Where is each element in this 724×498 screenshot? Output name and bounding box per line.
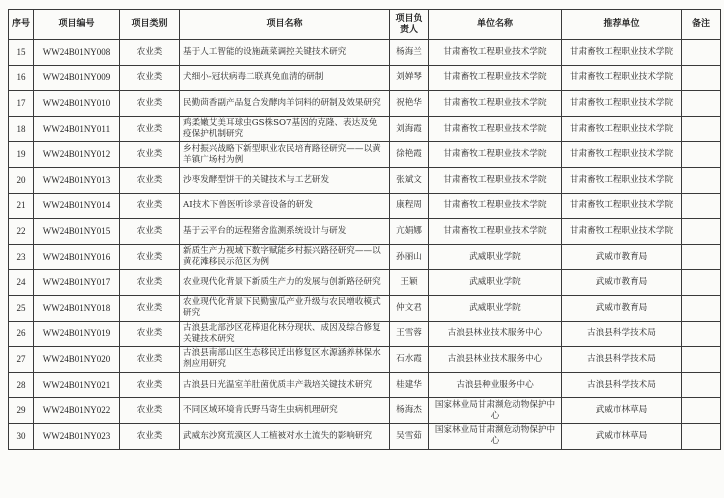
cell-recommender: 古浪县科学技术局: [562, 347, 682, 373]
cell-unit: 武威职业学院: [429, 244, 562, 270]
cell-leader: 孙丽山: [390, 244, 429, 270]
cell-code: WW24B01NY008: [34, 40, 120, 66]
cell-remark: [682, 295, 721, 321]
table-row: [9, 244, 721, 270]
cell-code: WW24B01NY016: [34, 244, 120, 270]
cell-seq: 19: [9, 142, 34, 168]
header-leader: 项目负责人: [390, 10, 429, 40]
cell-remark: [682, 219, 721, 245]
cell-name: 古浪县日光温室羊肚菌优质丰产栽培关键技术研究: [180, 372, 390, 398]
cell-name: 民勤茴香副产品复合发酵肉羊饲料的研制及效果研究: [180, 91, 390, 117]
cell-remark: [682, 116, 721, 142]
cell-seq: 17: [9, 91, 34, 117]
cell-leader: 杨海杰: [390, 398, 429, 424]
table-row: [9, 142, 721, 168]
cell-category: 农业类: [120, 372, 180, 398]
cell-name: 农业现代化背景下新质生产力的发展与创新路径研究: [180, 270, 390, 296]
cell-seq: 15: [9, 40, 34, 66]
cell-leader: 吴雪茹: [390, 423, 429, 449]
cell-recommender: 武威市教育局: [562, 244, 682, 270]
cell-leader: 康程周: [390, 193, 429, 219]
cell-leader: 徐艳霞: [390, 142, 429, 168]
cell-name: 基于人工智能的设施蔬菜调控关键技术研究: [180, 40, 390, 66]
table-row: [9, 193, 721, 219]
header-code: 项目编号: [34, 10, 120, 40]
cell-unit: 甘肃畜牧工程职业技术学院: [429, 91, 562, 117]
cell-category: 农业类: [120, 423, 180, 449]
cell-name: 古浪县北部沙区花棒退化林分现状、成因及综合修复关键技术研究: [180, 321, 390, 347]
cell-seq: 27: [9, 347, 34, 373]
cell-leader: 刘海霞: [390, 116, 429, 142]
table-header-row: [9, 10, 721, 40]
cell-leader: 杨海兰: [390, 40, 429, 66]
cell-unit: 甘肃畜牧工程职业技术学院: [429, 167, 562, 193]
cell-recommender: 甘肃畜牧工程职业技术学院: [562, 142, 682, 168]
cell-code: WW24B01NY018: [34, 295, 120, 321]
cell-code: WW24B01NY022: [34, 398, 120, 424]
cell-code: WW24B01NY010: [34, 91, 120, 117]
cell-recommender: 甘肃畜牧工程职业技术学院: [562, 193, 682, 219]
cell-unit: 甘肃畜牧工程职业技术学院: [429, 116, 562, 142]
cell-seq: 26: [9, 321, 34, 347]
cell-recommender: 武威市林草局: [562, 398, 682, 424]
cell-code: WW24B01NY023: [34, 423, 120, 449]
cell-unit: 国家林业局甘肃濒危动物保护中心: [429, 423, 562, 449]
cell-leader: 王颖: [390, 270, 429, 296]
header-category: 项目类别: [120, 10, 180, 40]
cell-unit: 甘肃畜牧工程职业技术学院: [429, 65, 562, 91]
cell-seq: 28: [9, 372, 34, 398]
cell-category: 农业类: [120, 142, 180, 168]
cell-remark: [682, 167, 721, 193]
cell-remark: [682, 398, 721, 424]
cell-name: 犬细小-冠状病毒二联真免血清的研制: [180, 65, 390, 91]
cell-unit: 甘肃畜牧工程职业技术学院: [429, 219, 562, 245]
cell-category: 农业类: [120, 65, 180, 91]
table-row: [9, 398, 721, 424]
cell-code: WW24B01NY014: [34, 193, 120, 219]
cell-leader: 亢娟娜: [390, 219, 429, 245]
cell-seq: 21: [9, 193, 34, 219]
cell-recommender: 甘肃畜牧工程职业技术学院: [562, 116, 682, 142]
cell-unit: 甘肃畜牧工程职业技术学院: [429, 142, 562, 168]
cell-name: 鸡柔嫩艾美耳球虫GS株SO7基因的克隆、表达及免疫保护机制研究: [180, 116, 390, 142]
cell-code: WW24B01NY011: [34, 116, 120, 142]
header-seq: 序号: [9, 10, 34, 40]
table-row: [9, 423, 721, 449]
cell-name: AI技术下兽医听诊录音设备的研发: [180, 193, 390, 219]
cell-category: 农业类: [120, 167, 180, 193]
cell-remark: [682, 142, 721, 168]
table-row: [9, 372, 721, 398]
cell-category: 农业类: [120, 347, 180, 373]
cell-seq: 25: [9, 295, 34, 321]
cell-remark: [682, 347, 721, 373]
cell-unit: 国家林业局甘肃濒危动物保护中心: [429, 398, 562, 424]
cell-unit: 古浪县林业技术服务中心: [429, 321, 562, 347]
project-table-sheet: [8, 9, 720, 450]
cell-leader: 刘婵琴: [390, 65, 429, 91]
cell-seq: 18: [9, 116, 34, 142]
cell-recommender: 武威市教育局: [562, 270, 682, 296]
cell-recommender: 甘肃畜牧工程职业技术学院: [562, 167, 682, 193]
project-table: [8, 9, 721, 450]
cell-unit: 甘肃畜牧工程职业技术学院: [429, 40, 562, 66]
cell-name: 古浪县南部山区生态移民迁出修复区水源涵养林保水剂应用研究: [180, 347, 390, 373]
cell-remark: [682, 193, 721, 219]
cell-code: WW24B01NY021: [34, 372, 120, 398]
cell-category: 农业类: [120, 398, 180, 424]
header-remark: 备注: [682, 10, 721, 40]
cell-remark: [682, 40, 721, 66]
cell-code: WW24B01NY009: [34, 65, 120, 91]
cell-seq: 22: [9, 219, 34, 245]
cell-remark: [682, 65, 721, 91]
cell-name: 基于云平台的远程猪舍监测系统设计与研发: [180, 219, 390, 245]
cell-recommender: 古浪县科学技术局: [562, 321, 682, 347]
table-row: [9, 219, 721, 245]
header-name: 项目名称: [180, 10, 390, 40]
cell-code: WW24B01NY020: [34, 347, 120, 373]
cell-name: 乡村振兴战略下新型职业农民培育路径研究——以黄羊镇广场村为例: [180, 142, 390, 168]
table-body: [9, 40, 721, 450]
cell-unit: 古浪县种业服务中心: [429, 372, 562, 398]
table-row: [9, 65, 721, 91]
cell-remark: [682, 372, 721, 398]
cell-leader: 仲文君: [390, 295, 429, 321]
cell-category: 农业类: [120, 40, 180, 66]
cell-recommender: 甘肃畜牧工程职业技术学院: [562, 40, 682, 66]
cell-remark: [682, 321, 721, 347]
cell-recommender: 古浪县科学技术局: [562, 372, 682, 398]
cell-recommender: 甘肃畜牧工程职业技术学院: [562, 91, 682, 117]
table-row: [9, 347, 721, 373]
cell-remark: [682, 91, 721, 117]
cell-recommender: 武威市林草局: [562, 423, 682, 449]
cell-remark: [682, 270, 721, 296]
cell-leader: 王雪蓉: [390, 321, 429, 347]
table-row: [9, 270, 721, 296]
cell-category: 农业类: [120, 295, 180, 321]
cell-code: WW24B01NY019: [34, 321, 120, 347]
cell-seq: 16: [9, 65, 34, 91]
cell-name: 不同区域环境肯氏野马寄生虫病机理研究: [180, 398, 390, 424]
cell-name: 武威东沙窝荒漠区人工植被对水土流失的影响研究: [180, 423, 390, 449]
cell-name: 新质生产力视域下数字赋能乡村振兴路径研究——以黄花滩移民示范区为例: [180, 244, 390, 270]
cell-seq: 24: [9, 270, 34, 296]
cell-remark: [682, 423, 721, 449]
table-row: [9, 321, 721, 347]
cell-seq: 23: [9, 244, 34, 270]
cell-category: 农业类: [120, 116, 180, 142]
cell-remark: [682, 244, 721, 270]
cell-seq: 29: [9, 398, 34, 424]
cell-category: 农业类: [120, 270, 180, 296]
cell-unit: 武威职业学院: [429, 295, 562, 321]
cell-seq: 20: [9, 167, 34, 193]
cell-category: 农业类: [120, 244, 180, 270]
cell-code: WW24B01NY017: [34, 270, 120, 296]
cell-leader: 石水霞: [390, 347, 429, 373]
cell-unit: 甘肃畜牧工程职业技术学院: [429, 193, 562, 219]
cell-recommender: 甘肃畜牧工程职业技术学院: [562, 65, 682, 91]
table-row: [9, 40, 721, 66]
cell-unit: 古浪县林业技术服务中心: [429, 347, 562, 373]
table-row: [9, 116, 721, 142]
cell-name: 沙枣发酵型饼干的关键技术与工艺研发: [180, 167, 390, 193]
header-unit: 单位名称: [429, 10, 562, 40]
cell-code: WW24B01NY012: [34, 142, 120, 168]
cell-leader: 张斌文: [390, 167, 429, 193]
cell-category: 农业类: [120, 91, 180, 117]
cell-leader: 祝艳华: [390, 91, 429, 117]
table-row: [9, 167, 721, 193]
cell-unit: 武威职业学院: [429, 270, 562, 296]
cell-seq: 30: [9, 423, 34, 449]
cell-recommender: 武威市教育局: [562, 295, 682, 321]
cell-code: WW24B01NY013: [34, 167, 120, 193]
cell-name: 农业现代化背景下民勤蜜瓜产业升级与农民增收模式研究: [180, 295, 390, 321]
cell-category: 农业类: [120, 193, 180, 219]
cell-category: 农业类: [120, 219, 180, 245]
table-row: [9, 91, 721, 117]
table-row: [9, 295, 721, 321]
header-recommender: 推荐单位: [562, 10, 682, 40]
cell-recommender: 甘肃畜牧工程职业技术学院: [562, 219, 682, 245]
cell-code: WW24B01NY015: [34, 219, 120, 245]
cell-category: 农业类: [120, 321, 180, 347]
cell-leader: 桂建华: [390, 372, 429, 398]
